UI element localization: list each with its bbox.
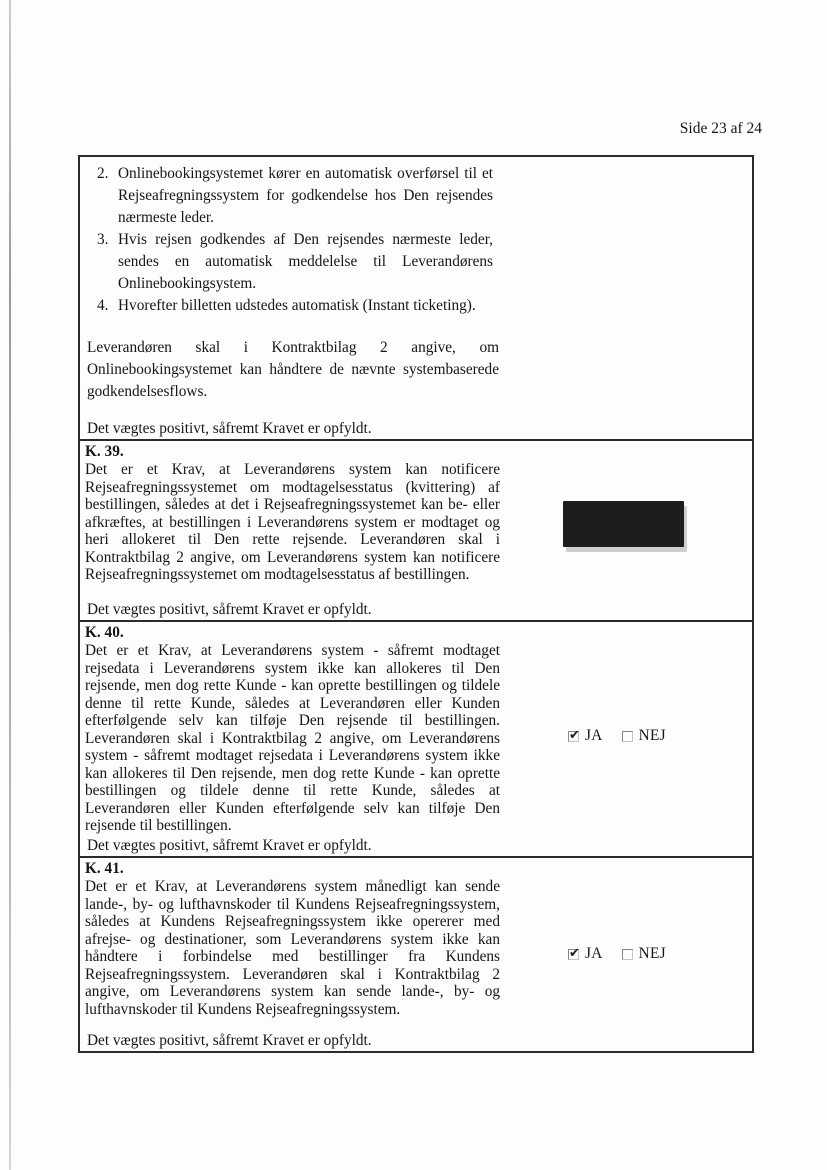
list-item-number: 2. [97, 165, 109, 182]
requirement-id: K. 39. [85, 443, 124, 460]
requirement-body: Det er et Krav, at Leverandørens system - såfremt modtaget rejsedata i Leverandørens system ikke kan allokeres til Den rejsende, men dog rette Kunde - kan oprette bestillingen og tildele denne til rette Kunde, således at Leverandøren eller Kunden efterfølgende selv kan tilføje Den rejsende til bestillingen. Leverandøren skal i Kontraktbilag 2 angive, om Leverandørens system - såfremt modtaget rejsedata i Leverandørens system ikke kan allokeres til Den rejsende, men dog rette Kunde - kan oprette bestillingen og tildele denne til rette Kunde, således at Leverandøren eller Kunden efterfølgende selv kan tilføje Den rejsende til bestillingen. [85, 642, 500, 834]
ja-label: JA [585, 945, 603, 962]
scan-artifact-line [9, 0, 11, 1170]
checkmark-icon: ✔ [569, 727, 580, 743]
list-item-text: Onlinebookingsystemet kører en automatisk overførsel til et Rejseafregningssystem for godkendelse hos Den rejsendes nærmeste leder. [118, 165, 493, 226]
numbered-list [85, 163, 493, 317]
weight-note: Det vægtes positivt, såfremt Kravet er opfyldt. [87, 837, 372, 854]
requirement-body: Det er et Krav, at Leverandørens system månedligt kan sende lande-, by- og lufthavnskoder til Kundens Rejseafregningssystem, således at Kundens Rejseafregningssystem ikke opererer med afrejse- og destinationer, som Leverandørens system ikke kan håndtere i forbindelse med bestillinger fra Kundens Rejseafregningssystem. Leverandøren skal i Kontraktbilag 2 angive, om Leverandørens system kan sende lande-, by- og lufthavnskoder til Kundens Rejseafregningssystem. [85, 878, 500, 1018]
list-item-text: Hvorefter billetten udstedes automatisk (Instant ticketing). [118, 297, 476, 314]
redaction-box [563, 501, 684, 547]
list-item [97, 295, 493, 317]
requirement-k40 [80, 620, 752, 856]
checkmark-icon: ✔ [569, 945, 580, 961]
list-item-number: 3. [97, 231, 109, 248]
nej-label: NEJ [638, 727, 666, 744]
ja-label: JA [585, 727, 603, 744]
weight-note: Det vægtes positivt, såfremt Kravet er opfyldt. [87, 1032, 372, 1049]
answer-checkboxes [568, 728, 666, 744]
continuation-section [80, 157, 752, 439]
requirement-id: K. 41. [85, 860, 124, 877]
list-item-number: 4. [97, 297, 109, 314]
list-item-text: Hvis rejsen godkendes af Den rejsendes nærmeste leder, sendes en automatisk meddelelse til Leverandørens Onlinebookingsystem. [118, 231, 493, 292]
ja-checkbox[interactable] [568, 945, 580, 961]
weight-note: Det vægtes positivt, såfremt Kravet er opfyldt. [87, 420, 372, 437]
closing-paragraph: Leverandøren skal i Kontraktbilag 2 angive, om Onlinebookingsystemet kan håndtere de nævnte systembaserede godkendelsesflows. [87, 339, 499, 400]
page-number: Side 23 af 24 [679, 120, 762, 137]
requirement-body: Det er et Krav, at Leverandørens system kan notificere Rejseafregningssystemet om modtagelsesstatus (kvittering) af bestillingen, således at det i Rejseafregningssystemet kan be- eller afkræftes, at bestillingen i Leverandørens system er modtaget og heri allokeret til Den rette rejsende. Leverandøren skal i Kontraktbilag 2 angive, om Leverandørens system kan notificere Rejseafregningssystemet om modtagelsesstatus af bestillingen. [85, 461, 500, 583]
requirement-k39 [80, 439, 752, 620]
requirement-k41 [80, 856, 752, 1051]
weight-note: Det vægtes positivt, såfremt Kravet er opfyldt. [87, 601, 372, 618]
nej-checkbox[interactable] [622, 731, 633, 742]
ja-checkbox[interactable] [568, 727, 580, 743]
requirements-table [78, 155, 754, 1053]
answer-checkboxes [568, 946, 666, 962]
list-item [97, 163, 493, 229]
nej-checkbox[interactable] [622, 949, 633, 960]
list-item [97, 229, 493, 295]
nej-label: NEJ [638, 945, 666, 962]
requirement-id: K. 40. [85, 624, 124, 641]
